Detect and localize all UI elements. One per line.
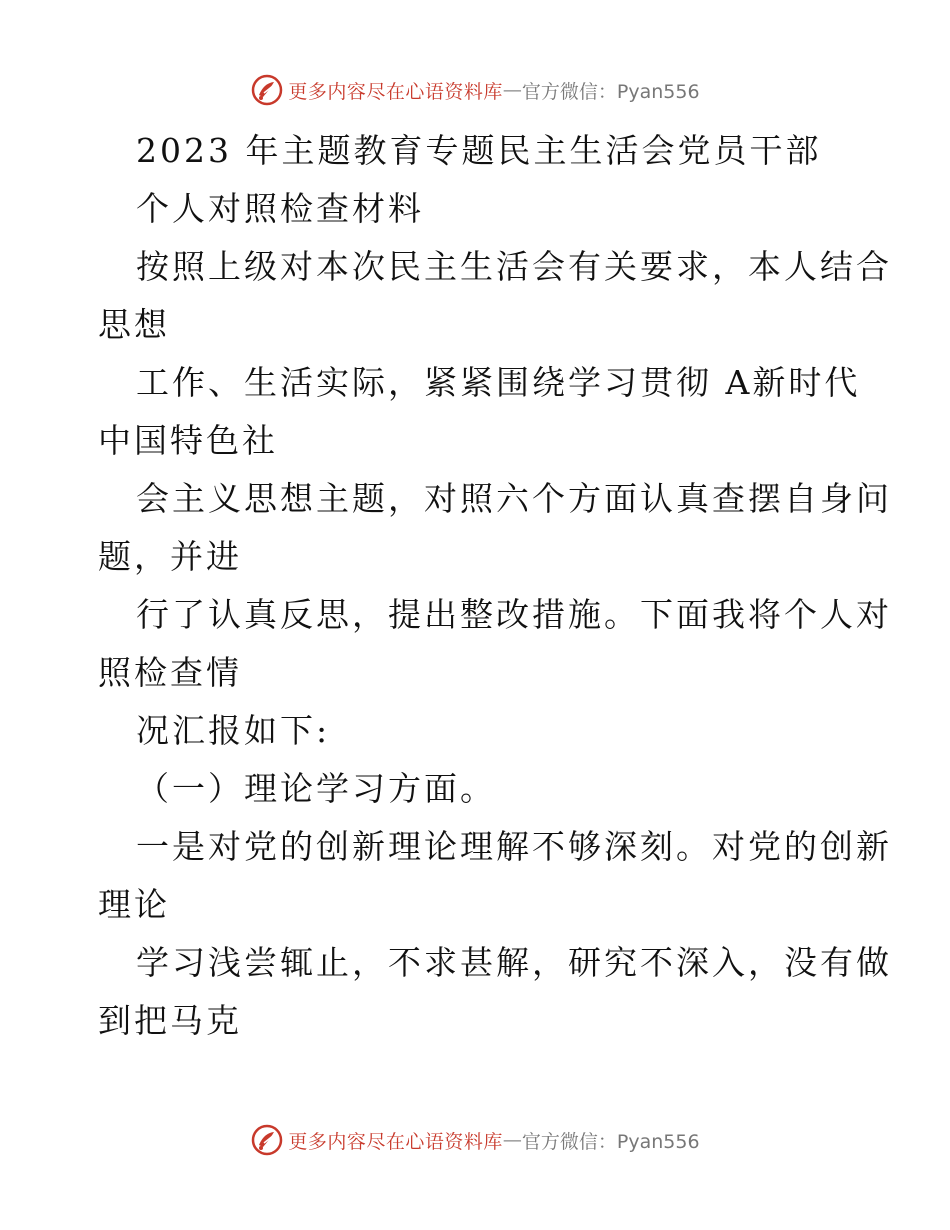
watermark-contact-text: 官方微信：Pyan556 xyxy=(521,80,700,103)
watermark-separator: — xyxy=(502,79,522,101)
document-body xyxy=(98,122,892,1050)
document-line: 一是对党的创新理论理解不够深刻。对党的创新 xyxy=(136,827,892,866)
document-line: 中国特色社 xyxy=(98,421,278,460)
brand-logo-icon xyxy=(250,73,284,107)
document-line: 行了认真反思，提出整改措施。下面我将个人对 xyxy=(136,595,892,634)
document-line: 学习浅尝辄止，不求甚解，研究不深入，没有做 xyxy=(136,943,892,982)
watermark-separator: — xyxy=(502,1129,522,1151)
document-line: 个人对照检查材料 xyxy=(136,189,424,228)
document-line: 到把马克 xyxy=(98,1001,242,1040)
watermark-contact-text: 官方微信：Pyan556 xyxy=(521,1130,700,1153)
document-line: 理论 xyxy=(98,885,170,924)
document-line: 照检查情 xyxy=(98,653,242,692)
document-line: 按照上级对本次民主生活会有关要求，本人结合 xyxy=(136,247,892,286)
document-line: 题，并进 xyxy=(98,537,242,576)
document-line: 工作、生活实际，紧紧围绕学习贯彻 A新时代 xyxy=(136,363,861,402)
watermark-brand-text: 更多内容尽在心语资料库 xyxy=(288,1130,503,1153)
document-line: （一）理论学习方面。 xyxy=(136,769,496,808)
brand-logo-icon xyxy=(250,1123,284,1157)
watermark-header xyxy=(0,70,950,110)
document-line: 2023 年主题教育专题民主生活会党员干部 xyxy=(136,131,822,170)
watermark-brand-text: 更多内容尽在心语资料库 xyxy=(288,80,503,103)
document-line: 况汇报如下: xyxy=(136,711,331,750)
document-line: 会主义思想主题，对照六个方面认真查摆自身问 xyxy=(136,479,892,518)
watermark-footer xyxy=(0,1120,950,1160)
document-line: 思想 xyxy=(98,305,170,344)
